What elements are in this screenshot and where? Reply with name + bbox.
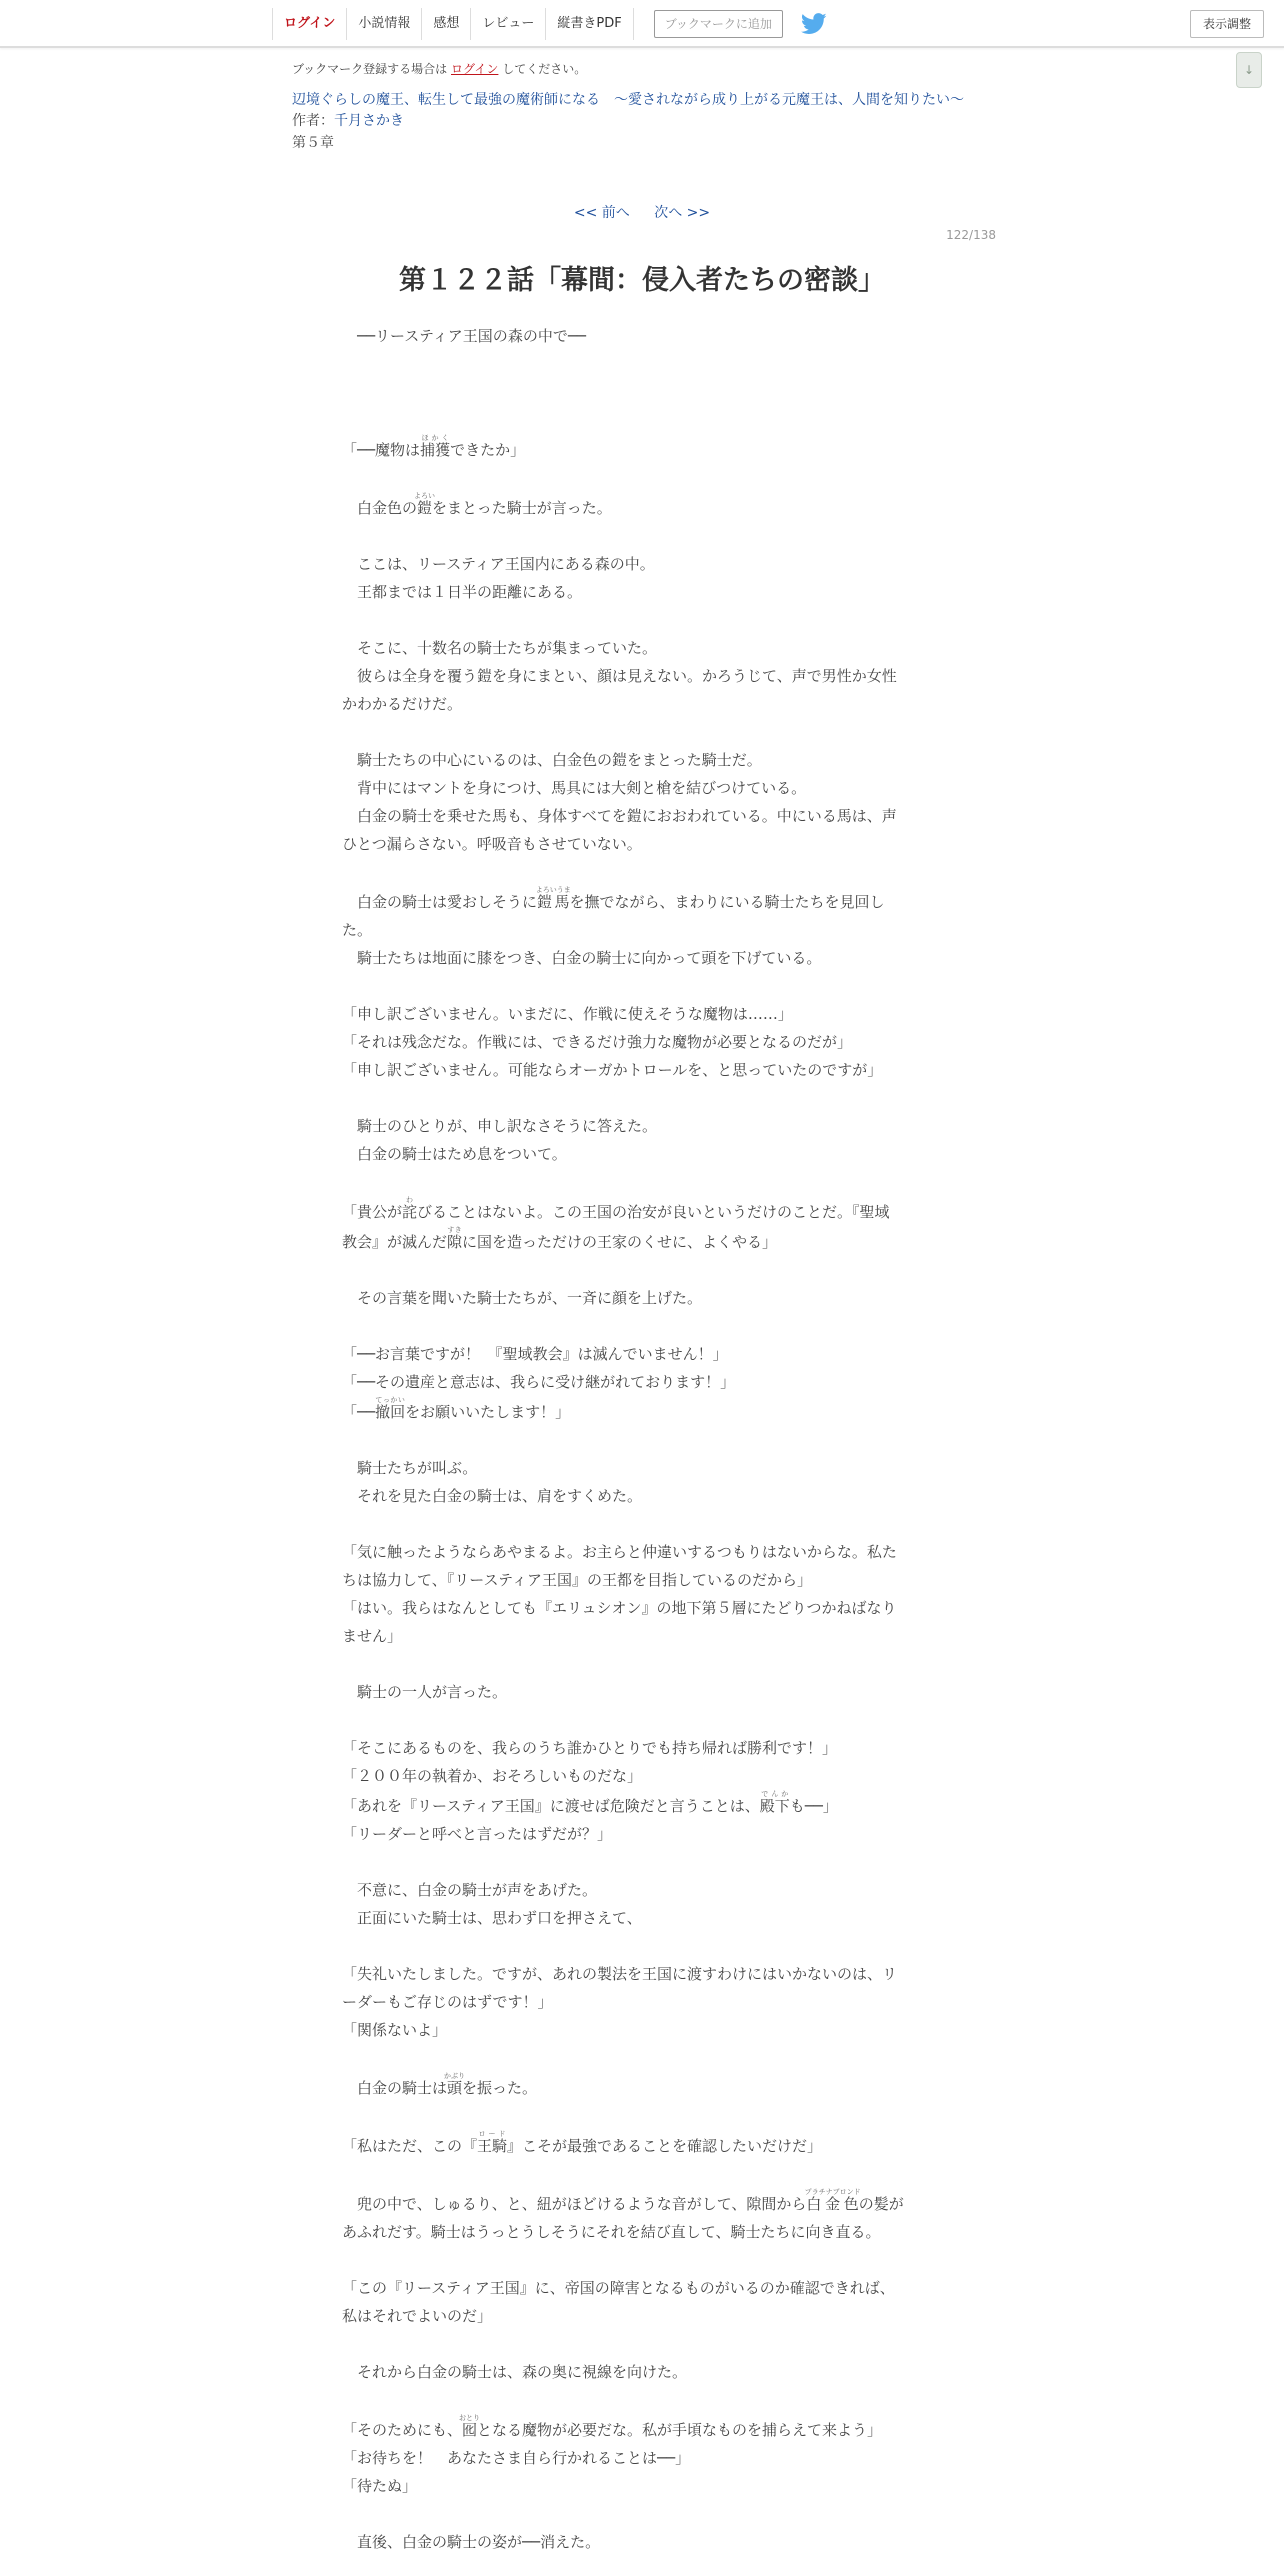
body-text: 「貴公が — [342, 1203, 403, 1221]
scroll-down-button[interactable]: ↓ — [1236, 52, 1262, 88]
body-line — [342, 378, 938, 406]
body-line — [342, 1904, 938, 1932]
body-line — [342, 1762, 938, 1790]
body-line — [342, 434, 938, 464]
body-line — [342, 1454, 938, 1482]
vertical-pdf-link[interactable]: 縦書きPDF — [545, 8, 633, 40]
body-text: 騎士のひとりが、申し訳なさそうに答えた。 — [342, 1117, 658, 1135]
body-text-after: の髪が — [858, 2195, 904, 2213]
author-line — [292, 110, 1012, 132]
body-text-after: びることはないよ。この王国の治安が良いというだけのことだ。『聖域 — [417, 1203, 890, 1221]
prev-link[interactable]: << 前へ — [573, 205, 630, 221]
episode-title: 第１２２話「幕間：侵入者たちの密談」 — [399, 265, 885, 296]
ruby-reading: よろい — [414, 492, 436, 500]
body-line — [342, 2246, 938, 2274]
ruby-word — [375, 1396, 406, 1421]
ruby-base: 白金色 — [804, 2195, 861, 2213]
body-line — [342, 1226, 938, 1256]
ruby-word — [402, 1196, 418, 1221]
login-notice — [292, 60, 1012, 78]
body-text: 不意に、白金の騎士が声をあげた。 — [342, 1881, 598, 1899]
body-text: 「そこにあるものを、我らのうち誰かひとりでも持ち帰れば勝利です！」 — [342, 1739, 838, 1757]
body-line — [342, 2472, 938, 2500]
body-line — [342, 1084, 938, 1112]
add-bookmark-button[interactable]: ブックマークに追加 — [654, 10, 783, 38]
body-line — [342, 1368, 938, 1396]
body-line — [342, 1960, 938, 1988]
body-line — [342, 690, 938, 718]
body-text: 「それは残念だな。作戦には、できるだけ強力な魔物が必要となるのだが」 — [342, 1033, 853, 1051]
body-line — [342, 830, 938, 858]
body-text: ちは協力して、『リースティア王国』の王都を目指しているのだから」 — [342, 1571, 812, 1589]
body-line — [342, 2444, 938, 2472]
ruby-base: 捕獲 — [420, 441, 451, 459]
body-line — [342, 1734, 938, 1762]
ruby-reading: わ — [402, 1196, 418, 1204]
author-link[interactable]: 千月さかき — [334, 113, 404, 129]
body-line — [342, 1876, 938, 1904]
body-text: 「── — [342, 1403, 376, 1421]
body-line — [342, 1482, 938, 1510]
body-line — [342, 2358, 938, 2386]
body-line — [342, 1112, 938, 1140]
ruby-reading: でんか — [759, 1790, 790, 1798]
body-line — [342, 1566, 938, 1594]
body-line — [342, 350, 938, 378]
body-line — [342, 1848, 938, 1876]
novel-header — [292, 60, 1012, 154]
ruby-base: 鎧馬 — [535, 893, 571, 911]
author-label: 作者： — [292, 113, 334, 129]
body-text: 騎士の一人が言った。 — [342, 1683, 508, 1701]
body-line — [342, 1594, 938, 1622]
body-line — [342, 606, 938, 634]
body-text-after: に国を造っただけの王家のくせに、よくやる」 — [462, 1233, 778, 1251]
body-text: 王都までは１日半の距離にある。 — [342, 583, 583, 601]
body-text-after: できたか」 — [450, 441, 526, 459]
body-text: た。 — [342, 921, 373, 939]
body-line — [342, 1312, 938, 1340]
ruby-base: 王騎 — [477, 2137, 508, 2155]
ruby-base: 頭 — [444, 2079, 466, 2097]
body-text-after: 』こそが最強であることを確認したいだけだ」 — [507, 2137, 823, 2155]
body-text: それを見た白金の騎士は、肩をすくめた。 — [342, 1487, 643, 1505]
ruby-word — [477, 2130, 508, 2155]
body-line — [342, 662, 938, 690]
notice-login-link[interactable]: ログイン — [451, 62, 499, 76]
body-text: 教会』が滅んだ — [342, 1233, 448, 1251]
body-line — [342, 1988, 938, 2016]
ruby-word — [444, 2072, 466, 2097]
ruby-word — [759, 1790, 790, 1815]
body-line — [342, 1426, 938, 1454]
pager — [0, 202, 1284, 222]
body-line — [342, 1706, 938, 1734]
nav-menu — [272, 8, 827, 40]
body-text: 「この『リースティア王国』に、帝国の障害となるものがいるのか確認できれば、 — [342, 2279, 895, 2297]
body-line — [342, 1256, 938, 1284]
ruby-word — [535, 886, 571, 911]
body-text: ここは、リースティア王国内にある森の中。 — [342, 555, 655, 573]
ruby-word — [459, 2414, 481, 2439]
body-line — [342, 1140, 938, 1168]
ruby-reading: おとり — [459, 2414, 481, 2422]
body-text: 「──魔物は — [342, 441, 421, 459]
body-line — [342, 1820, 938, 1848]
body-line — [342, 2016, 938, 2044]
body-line — [342, 2414, 938, 2444]
novel-body — [342, 322, 938, 2556]
novel-title-link[interactable]: 辺境ぐらしの魔王、転生して最強の魔術師になる 〜愛されながら成り上がる元魔王は、人間を知りたい〜 — [292, 92, 964, 108]
body-line — [342, 634, 938, 662]
body-text: 「あれを『リースティア王国』に渡せば危険だと言うことは、 — [342, 1797, 760, 1815]
review-link[interactable]: レビュー — [470, 8, 545, 40]
novel-info-link[interactable]: 小説情報 — [346, 8, 421, 40]
body-line — [342, 1538, 938, 1566]
next-link[interactable]: 次へ >> — [654, 205, 711, 221]
body-text: ません」 — [342, 1627, 403, 1645]
login-link[interactable]: ログイン — [272, 8, 346, 40]
body-line — [342, 2188, 938, 2218]
body-text: 「申し訳ございません。可能ならオーガかトロールを、と思っていたのですが」 — [342, 1061, 883, 1079]
ruby-word — [447, 1226, 463, 1251]
body-text: 「──お言葉ですが！ 『聖域教会』は滅んでいません！」 — [342, 1345, 728, 1363]
ruby-word — [804, 2188, 861, 2213]
ruby-reading: プラチナブロンド — [804, 2188, 861, 2196]
notice-prefix: ブックマーク登録する場合は — [292, 62, 448, 76]
body-text: ──リースティア王国の森の中で── — [342, 327, 586, 345]
body-text: 背中にはマントを身につけ、馬具には大剣と槍を結びつけている。 — [342, 779, 807, 797]
body-line — [342, 746, 938, 774]
body-line — [342, 2386, 938, 2414]
body-line — [342, 1396, 938, 1426]
body-text-after: も──」 — [789, 1797, 838, 1815]
body-line — [342, 944, 938, 972]
body-text-after: となる魔物が必要だな。私が手頃なものを捕らえて来よう」 — [477, 2421, 883, 2439]
body-line — [342, 1622, 938, 1650]
ruby-base: 囮 — [459, 2421, 481, 2439]
display-settings-button[interactable]: 表示調整 — [1190, 10, 1264, 38]
body-text: 兜の中で、しゅるり、と、紐がほどけるような音がして、隙間から — [342, 2195, 807, 2213]
body-text: ひとつ漏らさない。呼吸音もさせていない。 — [342, 835, 642, 853]
body-line — [342, 2500, 938, 2528]
ruby-word — [414, 492, 436, 517]
body-line — [342, 1028, 938, 1056]
body-line — [342, 1678, 938, 1706]
top-navigation-bar — [0, 0, 1284, 48]
body-text: ーダーもご存じのはずです！」 — [342, 1993, 553, 2011]
body-text: 白金の騎士は — [342, 2079, 448, 2097]
ruby-base: 殿下 — [759, 1797, 790, 1815]
body-text: 私はそれでよいのだ」 — [342, 2307, 493, 2325]
body-line — [342, 2330, 938, 2358]
body-text: 直後、白金の騎士の姿が──消えた。 — [342, 2533, 601, 2551]
body-text-after: を撫でながら、まわりにいる騎士たちを見回し — [569, 893, 885, 911]
body-text-after: を振った。 — [462, 2079, 538, 2097]
body-line — [342, 2302, 938, 2330]
body-line — [342, 2044, 938, 2072]
ruby-word — [420, 434, 451, 459]
body-line — [342, 1340, 938, 1368]
ruby-base: 撤回 — [375, 1403, 406, 1421]
body-line — [342, 2218, 938, 2246]
body-line — [342, 1168, 938, 1196]
body-line — [342, 802, 938, 830]
ruby-reading: ロード — [477, 2130, 508, 2138]
ruby-reading: ほかく — [420, 434, 451, 442]
ruby-base: 詫 — [402, 1203, 418, 1221]
body-text: 「申し訳ございません。いまだに、作戦に使えそうな魔物は……」 — [342, 1005, 793, 1023]
body-line — [342, 886, 938, 916]
body-line — [342, 1056, 938, 1084]
body-text-after: をお願いいたします！」 — [405, 1403, 571, 1421]
body-text: そこに、十数名の騎士たちが集まっていた。 — [342, 639, 658, 657]
body-text: 彼らは全身を覆う鎧を身にまとい、顔は見えない。かろうじて、声で男性か女性 — [342, 667, 897, 685]
body-line — [342, 1284, 938, 1312]
body-text: その言葉を聞いた騎士たちが、一斉に顔を上げた。 — [342, 1289, 703, 1307]
body-text: 騎士たちの中心にいるのは、白金色の鎧をまとった騎士だ。 — [342, 751, 762, 769]
body-line — [342, 1510, 938, 1538]
ruby-base: 隙 — [447, 1233, 463, 1251]
body-text: 正面にいた騎士は、思わず口を押さえて、 — [342, 1909, 642, 1927]
body-text: 白金の騎士はため息をついて。 — [342, 1145, 567, 1163]
body-text: あふれだす。騎士はうっとうしそうにそれを結び直して、騎士たちに向き直る。 — [342, 2223, 881, 2241]
body-line — [342, 2072, 938, 2102]
body-text: 白金の騎士を乗せた馬も、身体すべてを鎧におおわれている。中にいる馬は、声 — [342, 807, 897, 825]
impressions-link[interactable]: 感想 — [421, 8, 470, 40]
body-text: 騎士たちが叫ぶ。 — [342, 1459, 478, 1477]
body-text: 「気に触ったようならあやまるよ。お主らと仲違いするつもりはないからな。私た — [342, 1543, 897, 1561]
body-text: 「私はただ、この『 — [342, 2137, 478, 2155]
body-text: 「待たぬ」 — [342, 2477, 418, 2495]
body-line — [342, 492, 938, 522]
body-text: 「リーダーと呼べと言ったはずだが？」 — [342, 1825, 613, 1843]
body-line — [342, 578, 938, 606]
body-text: 「失礼いたしました。ですが、あれの製法を王国に渡すわけにはいかないのは、リ — [342, 1965, 898, 1983]
body-line — [342, 2160, 938, 2188]
body-line — [342, 1932, 938, 1960]
body-line — [342, 464, 938, 492]
notice-suffix: してください。 — [502, 62, 587, 76]
body-line — [342, 2274, 938, 2302]
ruby-reading: すき — [447, 1226, 463, 1234]
page-counter: 122/138 — [946, 228, 996, 242]
body-line — [342, 322, 938, 350]
body-text: 「２００年の執着か、おそろしいものだな」 — [342, 1767, 643, 1785]
body-line — [342, 2528, 938, 2556]
body-text: 「お待ちを！ あなたさま自ら行かれることは──」 — [342, 2449, 691, 2467]
body-line — [342, 2102, 938, 2130]
body-text-after: をまとった騎士が言った。 — [432, 499, 612, 517]
body-line — [342, 1790, 938, 1820]
body-text: 「はい。我らはなんとしても『エリュシオン』の地下第５層にたどりつかねばなり — [342, 1599, 897, 1617]
ruby-reading: かぶり — [444, 2072, 466, 2080]
body-line — [342, 1000, 938, 1028]
body-line — [342, 1650, 938, 1678]
ruby-base: 鎧 — [414, 499, 436, 517]
body-line — [342, 550, 938, 578]
body-line — [342, 774, 938, 802]
body-text: 「そのためにも、 — [342, 2421, 463, 2439]
twitter-icon[interactable] — [801, 13, 827, 35]
body-text: 騎士たちは地面に膝をつき、白金の騎士に向かって頭を下げている。 — [342, 949, 822, 967]
body-line — [342, 522, 938, 550]
body-text: かわかるだけだ。 — [342, 695, 463, 713]
body-text: 白金の騎士は愛おしそうに — [342, 893, 538, 911]
body-line — [342, 972, 938, 1000]
body-text: それから白金の騎士は、森の奥に視線を向けた。 — [342, 2363, 688, 2381]
body-line — [342, 1196, 938, 1226]
chapter-title: 第５章 — [292, 135, 334, 151]
body-line — [342, 2130, 938, 2160]
ruby-reading: てっかい — [375, 1396, 406, 1404]
body-text: 「──その遺産と意志は、我らに受け継がれております！」 — [342, 1373, 736, 1391]
body-text: 「関係ないよ」 — [342, 2021, 448, 2039]
body-line — [342, 406, 938, 434]
body-line — [342, 916, 938, 944]
body-line — [342, 858, 938, 886]
body-line — [342, 718, 938, 746]
ruby-reading: よろいうま — [535, 886, 571, 894]
body-text: 白金色の — [342, 499, 418, 517]
